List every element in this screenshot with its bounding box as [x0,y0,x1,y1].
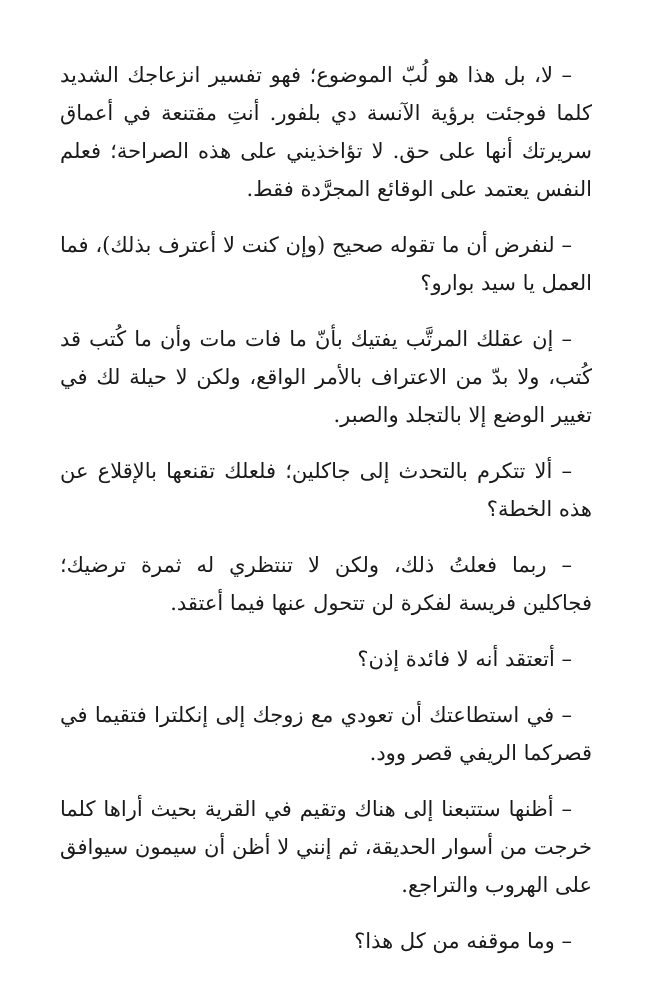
dialogue-paragraph: – وما موقفه من كل هذا؟ [354,929,572,953]
dialogue-paragraph: – ألا تتكرم بالتحدث إلى جاكلين؛ فلعلك تقنعها بالإقلاع عن هذه الخطة؟ [60,459,592,521]
dialogue-paragraph: – في استطاعتك أن تعودي مع زوجك إلى إنكلترا فتقيما في قصركما الريفي قصر وود. [60,703,592,765]
dialogue-paragraph: – لا، بل هذا هو لُبّ الموضوع؛ فهو تفسير انزعاجك الشديد كلما فوجئت برؤية الآنسة دي بلفور. أنتِ مقتنعة في أعماق سريرتك أنها على حق. لا تؤاخذيني على هذه الصراحة؛ فعلم النفس يعتمد على الوقائع المجرَّدة فقط. [60,63,592,201]
dialogue-paragraph: – إن عقلك المرتَّب يفتيك بأنّ ما فات مات وأن ما كُتب قد كُتب، ولا بدّ من الاعتراف بالأمر الواقع، ولكن لا حيلة لك في تغيير الوضع إلا بالتجلد والصبر. [60,327,592,427]
book-page [60,56,592,978]
dialogue-paragraph: – ربما فعلتُ ذلك، ولكن لا تنتظري له ثمرة ترضيك؛ فجاكلين فريسة لفكرة لن تتحول عنها فيما أعتقد. [60,553,592,615]
dialogue-paragraph: – لنفرض أن ما تقوله صحيح (وإن كنت لا أعترف بذلك)، فما العمل يا سيد بوارو؟ [60,233,592,295]
dialogue-paragraph: – أتعتقد أنه لا فائدة إذن؟ [357,647,572,671]
dialogue-paragraph: – أظنها ستتبعنا إلى هناك وتقيم في القرية بحيث أراها كلما خرجت من أسوار الحديقة، ثم إنني لا أظن أن سيمون سيوافق على الهروب والتراجع. [60,797,592,897]
